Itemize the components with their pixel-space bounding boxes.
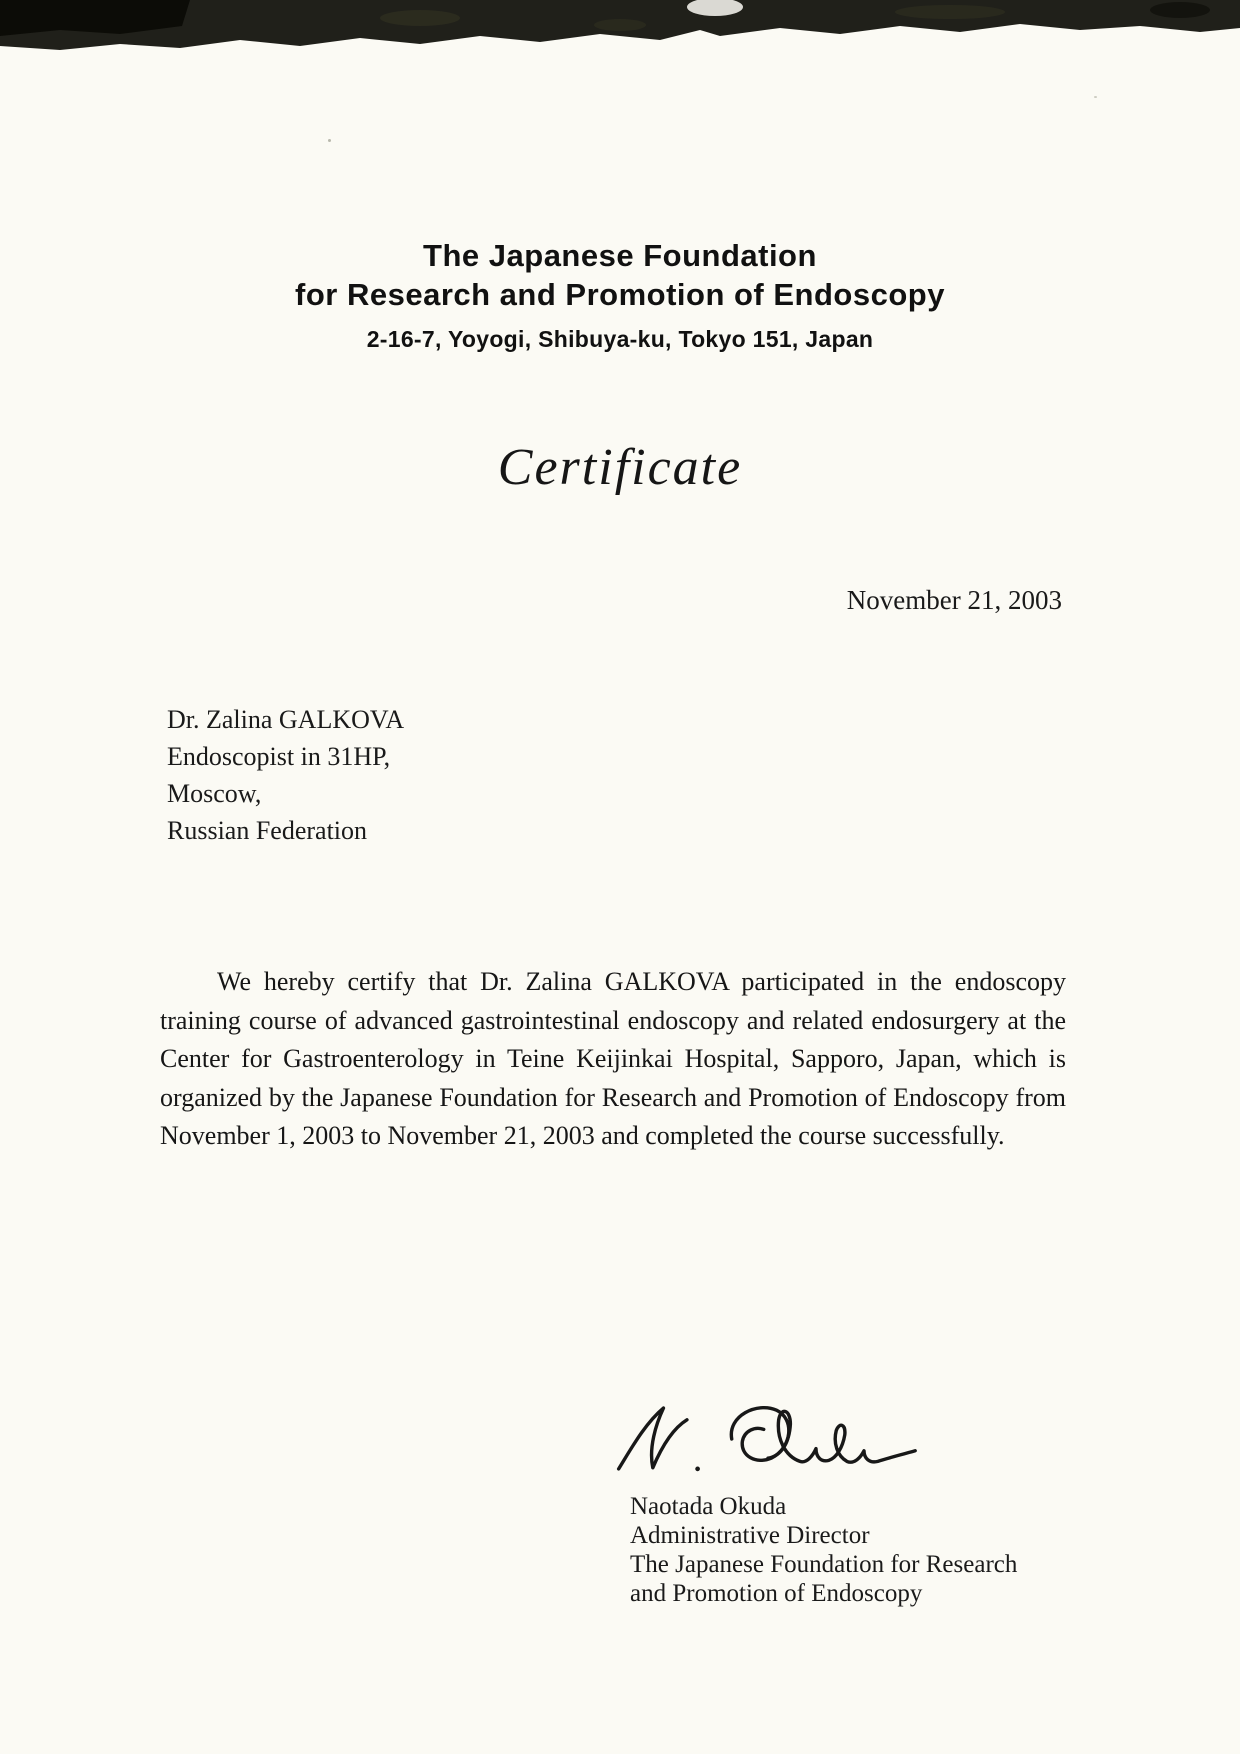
scan-artifact-top-band <box>0 0 1240 70</box>
document-date: November 21, 2003 <box>846 585 1062 615</box>
signatory-block <box>630 1492 1017 1608</box>
handwritten-signature <box>608 1396 928 1482</box>
signatory-org-line2: and Promotion of Endoscopy <box>630 1580 923 1607</box>
scan-speck <box>1094 96 1097 98</box>
certification-paragraph: We hereby certify that Dr. Zalina GALKOVA participated in the endoscopy training course of advanced gastrointestinal endoscopy and related endosurgery at the Center for Gastroenterology in Teine Keijinkai Hospital, Sapporo, Japan, which is organized by the Japanese Foundation for Research and Promotion of Endoscopy from November 1, 2003 to November 21, 2003 and completed the course successfully. <box>160 967 1066 1150</box>
signatory-org-line1: The Japanese Foundation for Research <box>630 1551 1018 1578</box>
recipient-country: Russian Federation <box>167 816 368 845</box>
recipient-city: Moscow, <box>167 779 262 808</box>
letterhead <box>0 236 1240 352</box>
recipient-name: Dr. Zalina GALKOVA <box>167 705 405 734</box>
signatory-name: Naotada Okuda <box>630 1493 787 1520</box>
org-name-line1: The Japanese Foundation <box>423 238 817 273</box>
scan-speck <box>328 139 331 142</box>
document-title: Certificate <box>497 439 743 496</box>
org-address: 2-16-7, Yoyogi, Shibuya-ku, Tokyo 151, Japan <box>366 326 874 352</box>
recipient-title: Endoscopist in 31HP, <box>167 742 391 771</box>
recipient-block <box>167 701 404 849</box>
signatory-title: Administrative Director <box>630 1522 870 1549</box>
org-name-line2: for Research and Promotion of Endoscopy <box>295 277 945 312</box>
